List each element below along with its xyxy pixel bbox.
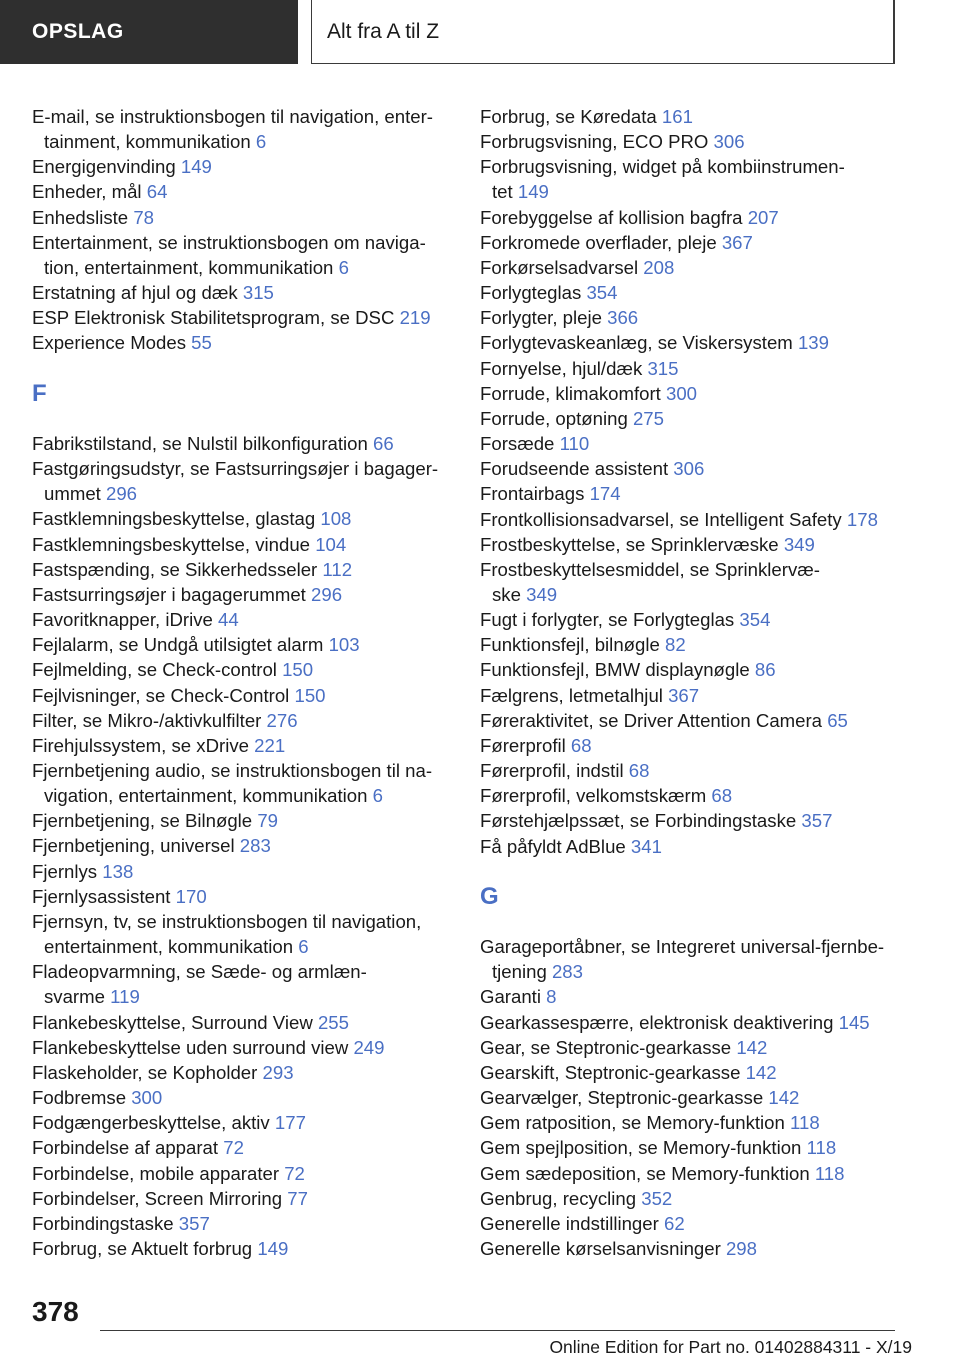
index-entry — [32, 557, 452, 582]
page-reference-link[interactable]: 145 — [838, 1011, 870, 1033]
index-entry — [480, 205, 900, 230]
page-reference-link[interactable]: 55 — [191, 332, 212, 354]
index-entry — [480, 280, 900, 305]
page-reference-link[interactable]: 6 — [338, 256, 349, 278]
index-entry-text: Fladeopvarmning, se Sæde- og armlæn‐ — [32, 961, 367, 983]
index-entry — [480, 1161, 900, 1186]
index-entry-text: Garanti — [480, 986, 541, 1008]
index-entry — [32, 330, 452, 355]
index-entry — [480, 255, 900, 280]
page-reference-link[interactable]: 208 — [643, 256, 675, 278]
page-reference-link[interactable]: 300 — [131, 1087, 163, 1109]
index-entry — [32, 280, 452, 305]
index-entry — [32, 104, 452, 154]
page-reference-link[interactable]: 300 — [666, 382, 698, 404]
page-reference-link[interactable]: 367 — [668, 684, 700, 706]
index-entry — [480, 632, 900, 657]
index-entry-text: Frostbeskyttelse, se Sprinklervæske — [480, 533, 779, 555]
index-entry-text: Fastgøringsudstyr, se Fastsurringsøjer i bagager‐ — [32, 458, 439, 480]
index-letter-heading: G — [480, 882, 499, 910]
page-reference-link[interactable]: 142 — [736, 1036, 768, 1058]
index-entry-text: Fastspænding, se Sikkerhedsseler — [32, 558, 318, 580]
page-reference-link[interactable]: 296 — [106, 483, 138, 505]
index-entry — [480, 1010, 900, 1035]
page-reference-link[interactable]: 207 — [747, 206, 779, 228]
page-reference-link[interactable]: 161 — [661, 106, 693, 127]
index-entry — [480, 984, 900, 1009]
index-column-left — [32, 104, 452, 1261]
page-reference-link[interactable]: 118 — [790, 1112, 820, 1134]
index-entry-text: Fejlmelding, se Check-control — [32, 659, 277, 681]
index-entry-text: Experience Modes — [32, 332, 186, 354]
index-entry-text: Fælgrens, letmetalhjul — [480, 684, 663, 706]
index-entry — [480, 1085, 900, 1110]
index-entry — [32, 1010, 452, 1035]
page-reference-link[interactable]: 66 — [373, 432, 394, 454]
index-entry — [32, 909, 452, 959]
index-entry-text: Fjernbetjening audio, se instruktionsbogen til na‐ — [32, 760, 433, 782]
page-reference-link[interactable]: 110 — [559, 433, 590, 455]
page-reference-link[interactable]: 315 — [647, 357, 679, 379]
page-reference-link[interactable]: 86 — [754, 659, 776, 681]
index-entry-text: Fastsurringsøjer i bagagerummet — [32, 583, 306, 605]
index-entry — [32, 532, 452, 557]
footer-divider — [100, 1330, 895, 1331]
index-entry-text: Førstehjælpssæt, se Forbindingstaske — [480, 810, 797, 832]
index-entry-text: svarme — [44, 986, 105, 1008]
index-entry-text: Genbrug, recycling — [480, 1187, 637, 1209]
page-reference-link[interactable]: 72 — [284, 1162, 305, 1184]
index-entry — [480, 708, 900, 733]
index-entry-text: Forrude, klimakomfort — [480, 382, 661, 404]
index-entry-text: Fabrikstilstand, se Nulstil bilkonfiguration — [32, 432, 368, 454]
index-entry-text: Funktionsfejl, bilnøgle — [480, 634, 660, 656]
index-entry — [480, 808, 900, 833]
index-entry-text: Forsæde — [480, 433, 555, 455]
page-reference-link[interactable]: 177 — [274, 1112, 306, 1134]
page-reference-link[interactable]: 78 — [133, 206, 154, 228]
page-reference-link[interactable]: 349 — [526, 583, 558, 605]
index-entry-text: Få påfyldt AdBlue — [480, 835, 626, 857]
page-reference-link[interactable]: 82 — [665, 634, 686, 656]
index-entry-text: Forlygteglas — [480, 282, 582, 304]
page-reference-link[interactable]: 293 — [262, 1061, 294, 1083]
index-entry-text: Fjernbetjening, se Bilnøgle — [32, 810, 253, 832]
index-entry — [480, 456, 900, 481]
index-entry-text: vigation, entertainment, kommunikation — [44, 785, 368, 807]
index-entry — [32, 230, 452, 280]
index-entry — [32, 431, 452, 456]
index-entry-text: tion, entertainment, kommunikation — [44, 256, 334, 278]
index-entry — [32, 179, 452, 204]
index-entry-text: tet — [492, 181, 513, 203]
chapter-tab[interactable]: Alt fra A til Z — [311, 0, 895, 64]
page-reference-link[interactable]: 354 — [586, 282, 618, 304]
index-entry-text: Gearvælger, Steptronic-gearkasse — [480, 1087, 764, 1109]
index-entry — [32, 808, 452, 833]
page-reference-link[interactable]: 276 — [266, 709, 298, 731]
index-entry-text: Førerprofil — [480, 734, 566, 756]
index-entry-text: Fodbremse — [32, 1087, 127, 1109]
index-entry-text: Entertainment, se instruktionsbogen om naviga‐ — [32, 231, 426, 253]
index-entry-text: Føreraktivitet, se Driver Attention Camera — [480, 709, 823, 731]
page-reference-link[interactable]: 64 — [146, 181, 168, 203]
index-entry — [32, 683, 452, 708]
page-reference-link[interactable]: 149 — [257, 1237, 289, 1259]
index-entry-text: E-mail, se instruktionsbogen til navigation, enter‐ — [32, 106, 434, 127]
page-reference-link[interactable]: 72 — [223, 1137, 244, 1159]
index-entry — [480, 481, 900, 506]
page-reference-link[interactable]: 142 — [768, 1087, 800, 1109]
index-entry — [480, 1135, 900, 1160]
index-entry — [32, 607, 452, 632]
index-entry — [480, 1110, 900, 1135]
index-entry-text: Forbrugsvisning, ECO PRO — [480, 131, 709, 153]
page-reference-link[interactable]: 306 — [713, 131, 745, 153]
index-entry — [480, 431, 900, 456]
page-reference-link[interactable]: 170 — [175, 885, 207, 907]
index-entry — [32, 1135, 452, 1160]
index-entry-text: Fejlvisninger, se Check-Control — [32, 684, 290, 706]
page-reference-link[interactable]: 341 — [630, 835, 662, 857]
index-entry-text: Førerprofil, velkomstskærm — [480, 785, 707, 807]
page-number: 378 — [32, 1296, 79, 1327]
index-entry-text: ESP Elektronisk Stabilitetsprogram, se DSC — [32, 307, 395, 329]
index-entry — [32, 1161, 452, 1186]
page-reference-link[interactable]: 174 — [589, 483, 621, 505]
page-reference-link[interactable]: 62 — [663, 1212, 685, 1234]
index-entry-text: Gearkassespærre, elektronisk deaktivering — [480, 1011, 834, 1033]
index-entry — [480, 1186, 900, 1211]
index-entry-text: Erstatning af hjul og dæk — [32, 282, 238, 304]
page-reference-link[interactable]: 178 — [846, 508, 878, 530]
page-reference-link[interactable]: 6 — [255, 131, 267, 153]
page-reference-link[interactable]: 296 — [311, 583, 343, 605]
index-column-right — [480, 104, 900, 1261]
index-entry — [32, 305, 452, 330]
index-entry-text: Fugt i forlygter, se Forlygteglas — [480, 609, 735, 631]
page-reference-link[interactable]: 150 — [294, 684, 326, 706]
index-entry — [480, 104, 900, 129]
index-entry-text: ummet — [44, 483, 101, 505]
index-entry — [480, 557, 900, 607]
index-entry-text: Gem ratposition, se Memory-funktion — [480, 1112, 785, 1134]
page-reference-link[interactable]: 138 — [102, 860, 134, 882]
index-entry-text: Gear, se Steptronic-gearkasse — [480, 1036, 732, 1058]
index-entry — [480, 230, 900, 255]
index-entry-text: Fejlalarm, se Undgå utilsigtet alarm — [32, 634, 324, 656]
index-entry-text: Generelle kørselsanvisninger — [480, 1237, 721, 1259]
index-entry-text: entertainment, kommunikation — [44, 936, 294, 958]
page-reference-link[interactable]: 275 — [632, 407, 664, 429]
page-reference-link[interactable]: 283 — [551, 961, 583, 983]
index-entry — [32, 708, 452, 733]
index-entry-text: Gem spejlposition, se Memory-funktion — [480, 1137, 802, 1159]
index-entry-text: Energigenvinding — [32, 156, 176, 178]
index-entry-text: Frontkollisionsadvarsel, se Intelligent Safety — [480, 508, 842, 530]
index-entry-text: Frontairbags — [480, 483, 585, 505]
index-entry-text: Fastklemningsbeskyttelse, vindue — [32, 533, 311, 555]
index-entry — [480, 783, 900, 808]
page-header — [0, 0, 960, 66]
index-entry-text: Fjernsyn, tv, se instruktionsbogen til navigation, — [32, 910, 422, 932]
index-entry-text: Gearskift, Steptronic-gearkasse — [480, 1061, 741, 1083]
index-entry-text: Forudseende assistent — [480, 458, 669, 480]
index-entry-text: Forrude, optøning — [480, 407, 628, 429]
index-entry — [480, 129, 900, 154]
page-reference-link[interactable]: 119 — [110, 986, 140, 1008]
page-reference-link[interactable]: 306 — [673, 458, 705, 480]
page-reference-link[interactable]: 298 — [725, 1237, 757, 1259]
index-entry-text: Fjernlys — [32, 860, 98, 882]
page-reference-link[interactable]: 118 — [814, 1162, 845, 1184]
index-entry — [480, 683, 900, 708]
page-reference-link[interactable]: 357 — [178, 1212, 210, 1234]
index-entry-text: ske — [492, 583, 521, 605]
footer-edition: Online Edition for Part no. 01402884311 - X/19 — [549, 1337, 912, 1357]
index-entry — [32, 758, 452, 808]
page-reference-link[interactable]: 103 — [328, 634, 360, 656]
index-entry-text: Fodgængerbeskyttelse, aktiv — [32, 1112, 270, 1134]
index-entry-text: Enhedsliste — [32, 206, 129, 228]
index-entry — [32, 456, 452, 506]
page-reference-link[interactable]: 6 — [372, 785, 384, 807]
index-entry — [480, 758, 900, 783]
index-entry-text: Fornyelse, hjul/dæk — [480, 357, 643, 379]
index-entry-text: Forkørselsadvarsel — [480, 256, 639, 278]
index-entry — [32, 205, 452, 230]
index-entry-text: Fastklemningsbeskyttelse, glastag — [32, 508, 316, 530]
index-entry-text: Garageportåbner, se Integreret universal-fjernbe‐ — [480, 936, 885, 958]
page-reference-link[interactable]: 65 — [827, 709, 848, 731]
page-reference-link[interactable]: 6 — [298, 936, 309, 958]
index-entry-text: Frostbeskyttelsesmiddel, se Sprinklervæ‐ — [480, 558, 820, 580]
page-reference-link[interactable]: 104 — [315, 533, 347, 555]
section-tab[interactable]: OPSLAG — [0, 0, 298, 64]
index-entry-text: Enheder, mål — [32, 181, 142, 203]
index-entry — [32, 1035, 452, 1060]
page-reference-link[interactable]: 118 — [806, 1137, 837, 1159]
page-reference-link[interactable]: 367 — [721, 231, 753, 253]
index-entry — [480, 1236, 900, 1261]
page-reference-link[interactable]: 79 — [257, 810, 279, 832]
index-entry — [32, 1110, 452, 1135]
index-entry — [32, 859, 452, 884]
page-reference-link[interactable]: 352 — [641, 1187, 673, 1209]
index-entry-text: Forlygtevaskeanlæg, se Viskersystem — [480, 332, 793, 354]
page-reference-link[interactable]: 255 — [317, 1011, 349, 1033]
index-entry — [480, 305, 900, 330]
index-entry-text: Firehjulssystem, se xDrive — [32, 734, 249, 756]
page-reference-link[interactable]: 354 — [739, 609, 771, 631]
index-entry — [32, 1186, 452, 1211]
index-entry — [480, 657, 900, 682]
index-entry-text: tjening — [492, 961, 547, 983]
index-entry-text: Forkromede overflader, pleje — [480, 231, 717, 253]
index-entry — [32, 884, 452, 909]
index-entry-text: Forlygter, pleje — [480, 307, 602, 329]
page-reference-link[interactable]: 249 — [353, 1036, 385, 1058]
index-entry-text: Forbrug, se Aktuelt forbrug — [32, 1237, 253, 1259]
index-entry-text: Forbindelser, Screen Mirroring — [32, 1187, 283, 1209]
index-entry — [480, 507, 900, 532]
index-entry — [32, 833, 452, 858]
index-entry-text: Fjernlysassistent — [32, 885, 171, 907]
index-entry — [480, 406, 900, 431]
page-reference-link[interactable]: 8 — [546, 986, 557, 1008]
page-reference-link[interactable]: 315 — [242, 282, 274, 304]
index-entry — [32, 1085, 452, 1110]
index-entry-text: Favoritknapper, iDrive — [32, 609, 213, 631]
page-reference-link[interactable]: 349 — [783, 533, 815, 555]
page-reference-link[interactable]: 112 — [322, 558, 353, 580]
index-entry — [32, 154, 452, 179]
index-entry — [480, 934, 900, 984]
index-entry-text: Flankebeskyttelse, Surround View — [32, 1011, 313, 1033]
index-entry — [480, 1060, 900, 1085]
page-reference-link[interactable]: 142 — [745, 1061, 777, 1083]
index-entry — [480, 733, 900, 758]
index-entry-text: Flaskeholder, se Kopholder — [32, 1061, 258, 1083]
page-reference-link[interactable]: 108 — [320, 508, 352, 530]
page-reference-link[interactable]: 149 — [517, 181, 549, 203]
index-entry — [480, 1035, 900, 1060]
page-reference-link[interactable]: 221 — [254, 734, 286, 756]
index-entry — [480, 381, 900, 406]
index-entry-text: Fjernbetjening, universel — [32, 835, 235, 857]
page-reference-link[interactable]: 68 — [711, 785, 733, 807]
index-entry-text: tainment, kommunikation — [44, 131, 251, 153]
page-reference-link[interactable]: 283 — [239, 835, 271, 857]
page-reference-link[interactable]: 150 — [282, 659, 314, 681]
page-reference-link[interactable]: 44 — [218, 609, 239, 631]
index-entry — [32, 657, 452, 682]
index-entry — [32, 632, 452, 657]
index-entry — [480, 1211, 900, 1236]
index-entry — [32, 1060, 452, 1085]
index-entry — [32, 582, 452, 607]
index-entry-text: Forbindelse, mobile apparater — [32, 1162, 280, 1184]
index-letter-heading: F — [32, 379, 47, 407]
index-entry — [480, 356, 900, 381]
index-entry-text: Forbindelse af apparat — [32, 1137, 219, 1159]
index-entry — [32, 1211, 452, 1236]
page-reference-link[interactable]: 149 — [180, 156, 212, 178]
index-entry-text: Forbindingstaske — [32, 1212, 174, 1234]
index-entry — [32, 506, 452, 531]
index-entry-text: Forbrug, se Køredata — [480, 106, 657, 127]
index-entry — [32, 1236, 452, 1261]
index-entry — [480, 532, 900, 557]
index-entry — [480, 607, 900, 632]
index-entry-text: Gem sædeposition, se Memory-funktion — [480, 1162, 810, 1184]
page-reference-link[interactable]: 357 — [801, 810, 833, 832]
index-entry — [32, 733, 452, 758]
index-entry-text: Førerprofil, indstil — [480, 760, 624, 782]
index-entry-text: Generelle indstillinger — [480, 1212, 659, 1234]
index-entry-text: Forebyggelse af kollision bagfra — [480, 206, 743, 228]
index-entry — [480, 154, 900, 204]
index-entry — [480, 834, 900, 859]
page-reference-link[interactable]: 68 — [570, 734, 592, 756]
page-reference-link[interactable]: 366 — [607, 307, 639, 329]
index-entry-text: Flankebeskyttelse uden surround view — [32, 1036, 349, 1058]
page-reference-link[interactable]: 77 — [287, 1187, 308, 1209]
index-entry-text: Forbrugsvisning, widget på kombiinstrumen‐ — [480, 156, 845, 178]
page-reference-link[interactable]: 219 — [399, 307, 431, 329]
index-entry-text: Filter, se Mikro-/aktivkulfilter — [32, 709, 262, 731]
index-entry — [480, 330, 900, 355]
index-entry-text: Funktionsfejl, BMW displaynøgle — [480, 659, 750, 681]
page-reference-link[interactable]: 68 — [628, 760, 650, 782]
index-entry — [32, 959, 452, 1009]
page-reference-link[interactable]: 139 — [797, 332, 829, 354]
